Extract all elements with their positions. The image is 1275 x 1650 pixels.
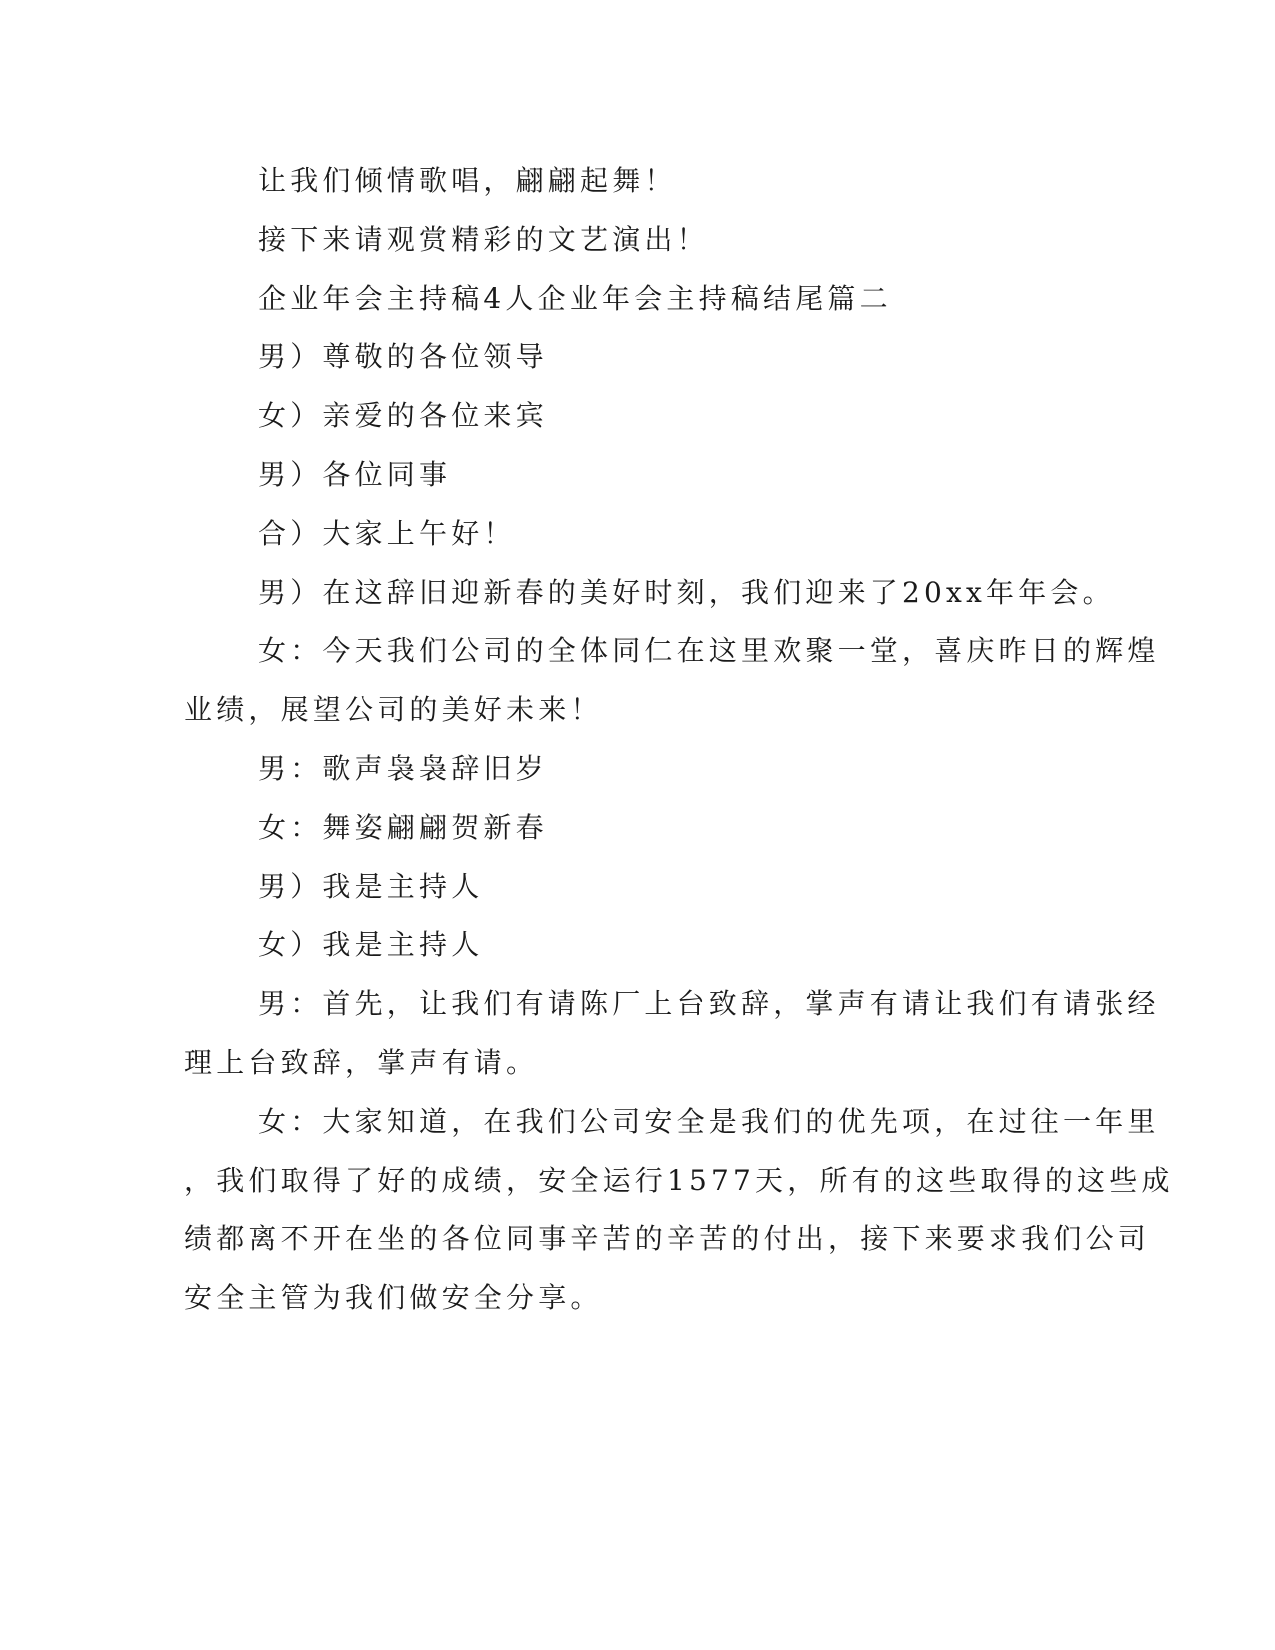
paragraph-line: 男）我是主持人 bbox=[258, 870, 484, 903]
paragraph-line: 接下来请观赏精彩的文艺演出！ bbox=[258, 223, 709, 256]
paragraph-line: 男：歌声袅袅辞旧岁 bbox=[258, 752, 548, 785]
paragraph-line: 女：舞姿翩翩贺新春 bbox=[258, 811, 548, 844]
paragraph-line: 绩都离不开在坐的各位同事辛苦的辛苦的付出，接下来要求我们公司 bbox=[184, 1222, 1151, 1255]
paragraph-line: 合）大家上午好！ bbox=[258, 517, 516, 550]
paragraph-line: 男）在这辞旧迎新春的美好时刻，我们迎来了20xx年年会。 bbox=[258, 576, 1115, 609]
paragraph-line: 安全主管为我们做安全分享。 bbox=[184, 1281, 603, 1314]
paragraph-line: 女）亲爱的各位来宾 bbox=[258, 399, 548, 432]
paragraph-line: 女：大家知道，在我们公司安全是我们的优先项，在过往一年里 bbox=[258, 1105, 1160, 1138]
paragraph-line: 男）各位同事 bbox=[258, 458, 452, 491]
paragraph-line: 企业年会主持稿4人企业年会主持稿结尾篇二 bbox=[258, 282, 892, 315]
paragraph-line: ，我们取得了好的成绩，安全运行1577天，所有的这些取得的这些成 bbox=[184, 1164, 1174, 1197]
paragraph-line: 业绩，展望公司的美好未来！ bbox=[184, 693, 603, 726]
paragraph-line: 男：首先，让我们有请陈厂上台致辞，掌声有请让我们有请张经 bbox=[258, 987, 1160, 1020]
paragraph-line: 女：今天我们公司的全体同仁在这里欢聚一堂，喜庆昨日的辉煌 bbox=[258, 634, 1160, 667]
paragraph-line: 理上台致辞，掌声有请。 bbox=[184, 1046, 539, 1079]
paragraph-line: 男）尊敬的各位领导 bbox=[258, 340, 548, 373]
paragraph-line: 让我们倾情歌唱，翩翩起舞！ bbox=[258, 164, 677, 197]
paragraph-line: 女）我是主持人 bbox=[258, 928, 484, 961]
